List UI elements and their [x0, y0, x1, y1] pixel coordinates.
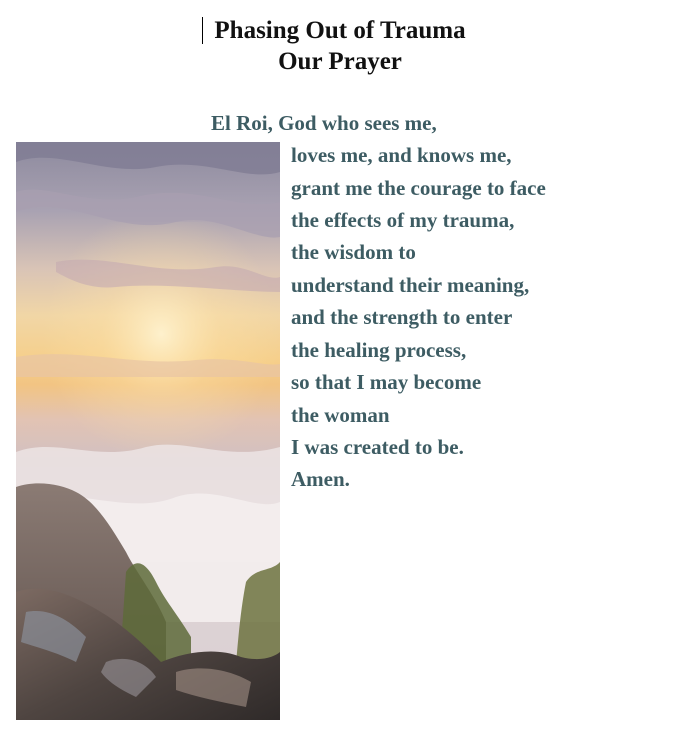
prayer-line: I was created to be. — [291, 435, 464, 459]
prayer-line: El Roi, God who sees me, — [211, 111, 437, 135]
prayer-line: the wisdom to — [291, 240, 416, 264]
prayer-amen: Amen. — [291, 467, 350, 491]
prayer-line: the healing process, — [291, 338, 467, 362]
prayer-line: and the strength to enter — [291, 305, 513, 329]
prayer-line: grant me the courage to face — [291, 176, 546, 200]
prayer-line: the effects of my trauma, — [291, 208, 515, 232]
prayer-line: loves me, and knows me, — [291, 143, 512, 167]
prayer-line: so that I may become — [291, 370, 482, 394]
sunrise-cliff-photo — [16, 142, 280, 720]
document-title: Phasing Out of Trauma — [214, 17, 466, 44]
prayer-line: the woman — [291, 403, 390, 427]
document-subtitle: Our Prayer — [278, 48, 402, 75]
prayer-line: understand their meaning, — [291, 273, 530, 297]
